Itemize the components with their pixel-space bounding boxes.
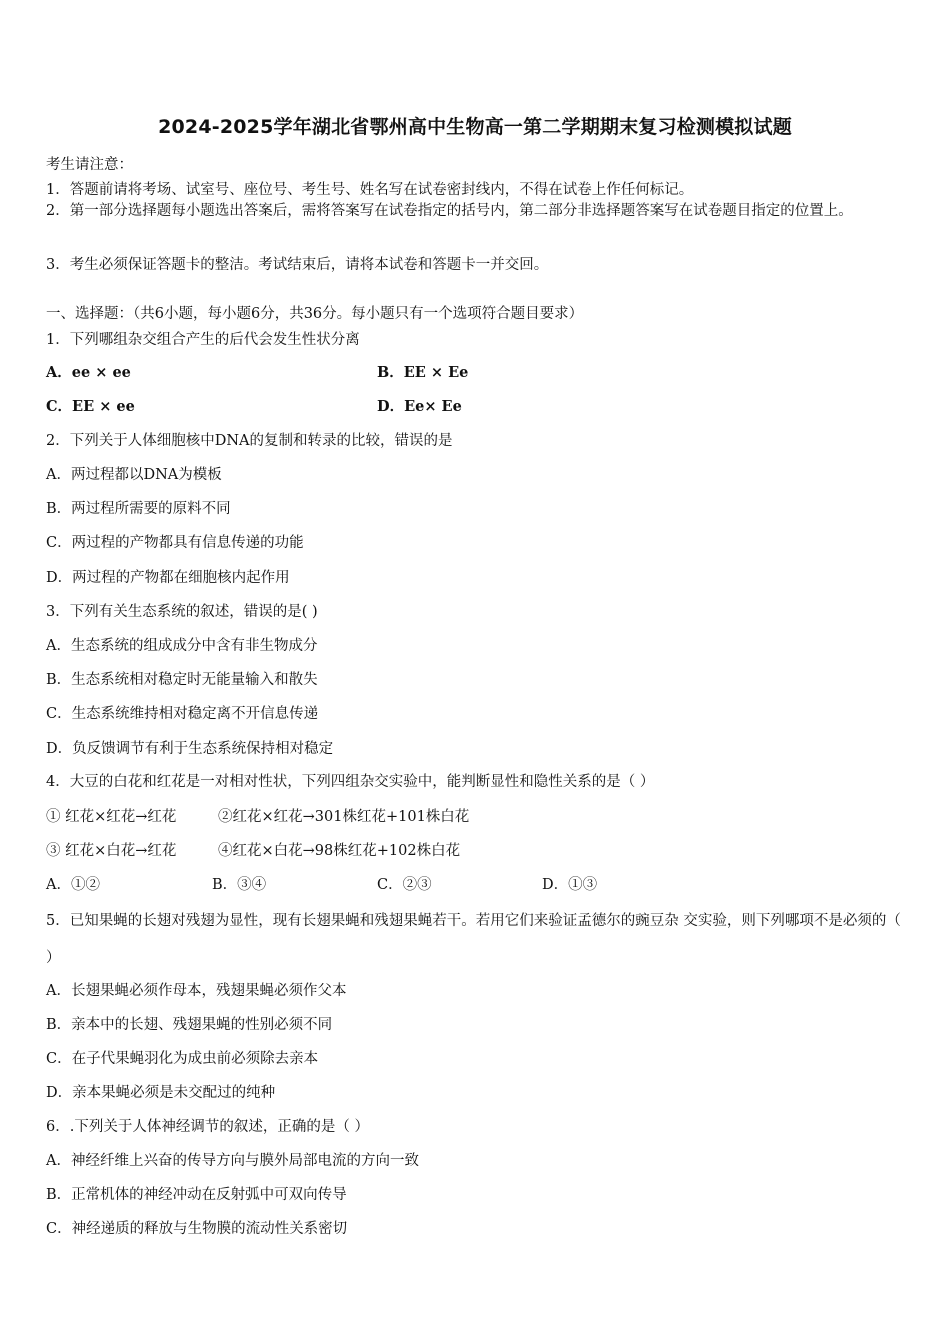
notice-item-2: 2．第一部分选择题每小题选出答案后，需将答案写在试卷指定的括号内，第二部分非选择题答案写在试卷题目指定的位置上。 xyxy=(46,203,853,219)
question-4-experiment-2: ②红花×红花→301株红花+101株白花 xyxy=(218,809,470,825)
section-heading: 一、选择题：（共6小题，每小题6分，共36分。每小题只有一个选项符合题目要求） xyxy=(46,306,584,322)
question-3-stem: 3．下列有关生态系统的叙述，错误的是( ) xyxy=(46,604,318,620)
question-1-option-d: D．Ee× Ee xyxy=(377,398,462,415)
question-2-option-d: D．两过程的产物都在细胞核内起作用 xyxy=(46,570,290,586)
question-6-option-a: A．神经纤维上兴奋的传导方向与膜外局部电流的方向一致 xyxy=(46,1153,419,1169)
notice-item-1: 1．答题前请将考场、试室号、座位号、考生号、姓名写在试卷密封线内，不得在试卷上作任何标记。 xyxy=(46,182,694,198)
question-4-experiment-3: ③ 红花×白花→红花 xyxy=(46,843,177,859)
question-2-option-b: B．两过程所需要的原料不同 xyxy=(46,501,231,517)
question-5-stem: 5．已知果蝇的长翅对残翅为显性，现有长翅果蝇和残翅果蝇若干。若用它们来验证孟德尔的豌豆杂 交实验，则下列哪项不是必须的（ ） xyxy=(46,913,901,966)
question-5-option-b: B．亲本中的长翅、残翅果蝇的性别必须不同 xyxy=(46,1017,333,1033)
question-3-option-c: C．生态系统维持相对稳定离不开信息传递 xyxy=(46,706,319,722)
exam-title: 2024-2025学年湖北省鄂州高中生物高一第二学期期末复习检测模拟试题 xyxy=(158,116,792,138)
question-4-experiment-4: ④红花×白花→98株红花+102株白花 xyxy=(218,843,461,859)
question-2-stem: 2．下列关于人体细胞核中DNA的复制和转录的比较，错误的是 xyxy=(46,433,453,449)
question-6-option-b: B．正常机体的神经冲动在反射弧中可双向传导 xyxy=(46,1187,347,1203)
notice-item-3: 3．考生必须保证答题卡的整洁。考试结束后，请将本试卷和答题卡一并交回。 xyxy=(46,257,549,273)
question-4-option-d: D．①③ xyxy=(542,877,598,893)
question-4-experiment-1: ① 红花×红花→红花 xyxy=(46,809,177,825)
question-6-stem: 6．.下列关于人体神经调节的叙述，正确的是（ ） xyxy=(46,1119,369,1135)
question-2-option-c: C．两过程的产物都具有信息传递的功能 xyxy=(46,535,304,551)
question-1-stem: 1．下列哪组杂交组合产生的后代会发生性状分离 xyxy=(46,332,360,348)
question-1-option-a: A．ee × ee xyxy=(46,364,131,381)
question-3-option-d: D．负反馈调节有利于生态系统保持相对稳定 xyxy=(46,741,334,757)
question-3-option-a: A．生态系统的组成成分中含有非生物成分 xyxy=(46,638,318,654)
question-2-option-a: A．两过程都以DNA为模板 xyxy=(46,467,222,483)
question-1-option-b: B．EE × Ee xyxy=(377,364,469,381)
question-4-stem: 4．大豆的白花和红花是一对相对性状，下列四组杂交实验中，能判断显性和隐性关系的是（ ） xyxy=(46,774,655,790)
question-4-option-b: B．③④ xyxy=(212,877,267,893)
question-4-option-a: A．①② xyxy=(46,877,100,893)
notice-heading: 考生请注意： xyxy=(46,157,133,173)
question-4-option-c: C．②③ xyxy=(377,877,432,893)
question-5-option-d: D．亲本果蝇必须是未交配过的纯种 xyxy=(46,1085,276,1101)
question-3-option-b: B．生态系统相对稳定时无能量输入和散失 xyxy=(46,672,318,688)
question-1-option-c: C．EE × ee xyxy=(46,398,135,415)
question-5-option-c: C．在子代果蝇羽化为成虫前必须除去亲本 xyxy=(46,1051,319,1067)
question-5-option-a: A．长翅果蝇必须作母本，残翅果蝇必须作父本 xyxy=(46,983,347,999)
question-6-option-c: C．神经递质的释放与生物膜的流动性关系密切 xyxy=(46,1221,348,1237)
